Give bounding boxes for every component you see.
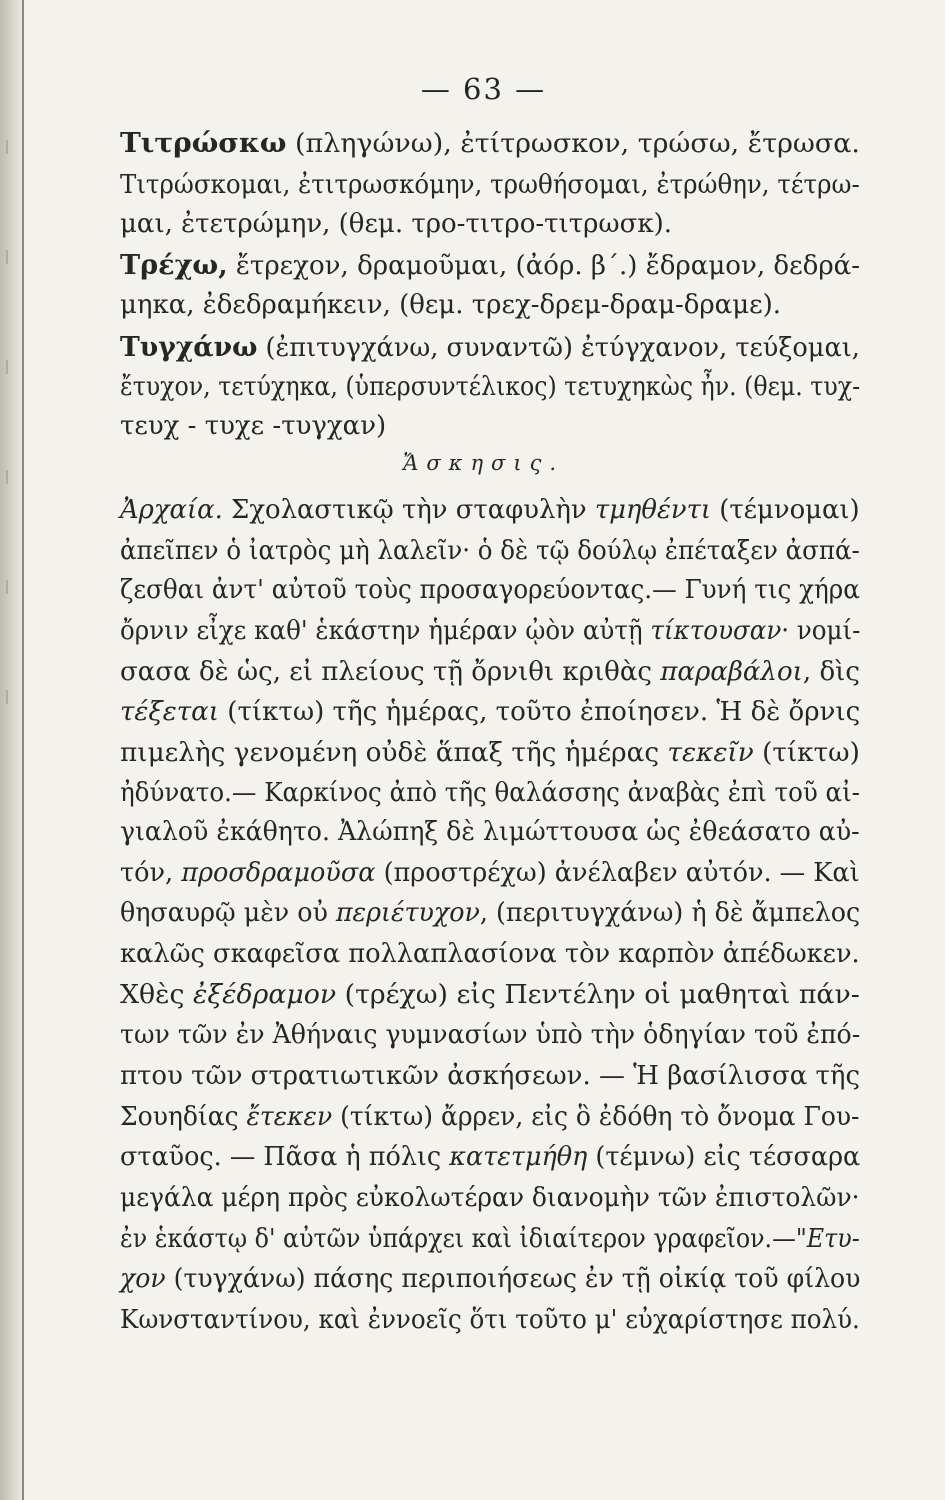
- italic-word: τέξεται: [120, 697, 220, 727]
- headword: Τρέχω,: [120, 250, 228, 281]
- text-line: [120, 941, 860, 967]
- text-segment: (τίκτω) ἄρρεν, εἰς ὃ ἐδόθη τὸ ὄνομα Γου-: [332, 1102, 860, 1132]
- text-segment: Κωνσταντίνου, καὶ ἐννοεῖς ὅτι τοῦτο μ' εὐχαρίστησε πολύ.: [120, 1305, 860, 1335]
- text-line: [120, 1307, 860, 1333]
- text-segment: ζεσθαι ἀντ' αὐτοῦ τοὺς προσαγορεύοντας.— Γυνή τις χήρα: [120, 575, 860, 605]
- text-segment: πιμελὴς γενομένη οὐδὲ ἅπαξ τῆς ἡμέρας: [120, 738, 668, 768]
- text-line: [120, 1063, 860, 1089]
- text-segment: ἀπεῖπεν ὁ ἰατρὸς μὴ λαλεῖν· ὁ δὲ τῷ δούλῳ ἐπέταξεν ἀσπά-: [120, 536, 860, 566]
- text-line: [120, 1104, 860, 1130]
- text-segment: μηκα, ἐδεδραμήκειν, (θεμ. τρεχ-δρεμ-δραμ-δραμε).: [120, 290, 782, 320]
- text-segment: σταῦος. — Πᾶσα ἡ πόλις: [120, 1142, 450, 1172]
- text-line: [120, 292, 781, 318]
- text-segment: (ἐπιτυγχάνω, συναντῶ) ἐτύγχανον, τεύξομαι,: [257, 333, 860, 363]
- text-line: [120, 1226, 860, 1252]
- margin-marks: [2, 140, 16, 840]
- text-line: [120, 577, 860, 603]
- text-line: [120, 252, 860, 279]
- text-line: [120, 618, 860, 644]
- italic-word: χον: [120, 1264, 166, 1294]
- italic-word: παραβάλοι: [660, 657, 803, 687]
- text-line: [120, 740, 860, 766]
- text-segment: ἔτυχον, τετύχηκα, (ὑπερσυντέλικος) τετυχηκὼς ἦν. (θεμ. τυχ-: [120, 372, 861, 402]
- text-segment: ὄρνιν εἶχε καθ' ἑκάστην ἡμέραν ᾠὸν αὐτῇ: [120, 616, 651, 646]
- text-segment: (τέμνω) εἰς τέσσαρα: [587, 1142, 861, 1172]
- text-line: [120, 172, 860, 198]
- text-segment: πτου τῶν στρατιωτικῶν ἀσκήσεων. — Ἡ βασίλισσα τῆς: [120, 1061, 861, 1091]
- text-line: [120, 819, 860, 845]
- text-segment: ἐν ἑκάστῳ δ' αὐτῶν ὑπάρχει καὶ ἰδιαίτερον γραφεῖον.—": [120, 1224, 807, 1254]
- italic-word: περιέτυχον: [335, 898, 480, 928]
- text-segment: Χθὲς: [120, 980, 194, 1010]
- text-segment: (τίκτω) τῆς ἡμέρας, τοῦτο ἐποίησεν. Ἡ δὲ ὄρνις: [219, 697, 861, 727]
- text-line: [120, 1144, 860, 1170]
- italic-word: Ἀρχαία.: [120, 495, 223, 525]
- page-number: — 63 —: [420, 72, 547, 106]
- text-segment: ἔτρεχον, δραμοῦμαι, (ἀόρ. β΄.) ἔδραμον, δεδρά-: [227, 251, 861, 281]
- section-heading: Ἄσκησις.: [402, 451, 565, 475]
- text-line: [120, 1185, 860, 1211]
- text-line: [120, 699, 860, 725]
- text-line: [120, 211, 672, 237]
- text-line: [120, 334, 860, 361]
- text-segment: Τιτρώσκομαι, ἐτιτρωσκόμην, τρωθήσομαι, ἐτρώθην, τέτρω-: [120, 170, 860, 200]
- text-line: [120, 130, 860, 157]
- text-segment: καλῶς σκαφεῖσα πολλαπλασίονα τὸν καρπὸν ἀπέδωκεν.: [120, 939, 860, 969]
- headword: Τυγχάνω: [120, 332, 258, 363]
- text-segment: (τίκτω): [753, 738, 860, 768]
- text-line: [120, 413, 386, 439]
- text-segment: τευχ - τυχε -τυγχαν): [120, 411, 387, 441]
- text-line: [120, 982, 860, 1008]
- italic-word: Ετυ-: [806, 1224, 860, 1254]
- italic-word: ἔτεκεν: [246, 1102, 333, 1132]
- italic-word: προσδραμοῦσα: [181, 858, 376, 888]
- headword: Τιτρώσκω: [120, 128, 287, 159]
- text-line: [120, 538, 860, 564]
- text-segment: (τρέχω) εἰς Πεντέλην οἱ μαθηταὶ πάν-: [336, 980, 860, 1010]
- italic-word: ἐξέδραμον: [193, 980, 337, 1010]
- text-segment: (τέμνομαι): [711, 495, 860, 525]
- text-segment: (πληγώνω), ἐτίτρωσκον, τρώσω, ἔτρωσα.: [286, 129, 860, 159]
- text-line: [120, 1022, 860, 1048]
- italic-word: τμηθέντι: [594, 495, 712, 525]
- italic-word: κατετμήθη: [449, 1142, 588, 1172]
- text-segment: θησαυρῷ μὲν οὐ: [120, 898, 336, 928]
- book-page: [22, 0, 945, 1500]
- text-line: [120, 659, 860, 685]
- text-segment: ἠδύνατο.— Καρκίνος ἀπὸ τῆς θαλάσσης ἀναβὰς ἐπὶ τοῦ αἰ-: [120, 778, 860, 808]
- italic-word: τίκτουσαν: [650, 616, 782, 646]
- text-segment: , (περιτυγχάνω) ἡ δὲ ἄμπελος: [479, 898, 861, 928]
- text-segment: · νομί-: [781, 616, 861, 646]
- text-segment: , δὶς: [802, 657, 860, 687]
- text-line: [120, 860, 860, 886]
- text-line: [120, 374, 860, 400]
- text-segment: Σχολαστικῷ τὴν σταφυλὴν: [222, 495, 595, 525]
- text-segment: μεγάλα μέρη πρὸς εὐκολωτέραν διανομὴν τῶν ἐπιστολῶν·: [120, 1183, 860, 1213]
- page-edge-line: [22, 0, 24, 1500]
- text-segment: γιαλοῦ ἐκάθητο. Ἀλώπηξ δὲ λιμώττουσα ὡς ἐθεάσατο αὐ-: [120, 817, 860, 847]
- text-line: [120, 1266, 860, 1292]
- italic-word: τεκεῖν: [667, 738, 754, 768]
- text-segment: σασα δὲ ὡς, εἰ πλείους τῇ ὄρνιθι κριθὰς: [120, 657, 661, 687]
- text-line: [120, 900, 860, 926]
- text-segment: των τῶν ἐν Ἀθήναις γυμνασίων ὑπὸ τὴν ὁδηγίαν τοῦ ἐπό-: [120, 1020, 861, 1050]
- text-segment: μαι, ἐτετρώμην, (θεμ. τρο-τιτρο-τιτρωσκ).: [120, 209, 673, 239]
- text-segment: (τυγχάνω) πάσης περιποιήσεως ἐν τῇ οἰκίᾳ τοῦ φίλου: [165, 1264, 861, 1294]
- text-line: [120, 780, 860, 806]
- text-segment: τόν,: [120, 858, 182, 888]
- text-segment: (προστρέχω) ἀνέλαβεν αὐτόν. — Καὶ: [375, 858, 860, 888]
- text-segment: Σουηδίας: [120, 1102, 247, 1132]
- text-line: [120, 497, 860, 523]
